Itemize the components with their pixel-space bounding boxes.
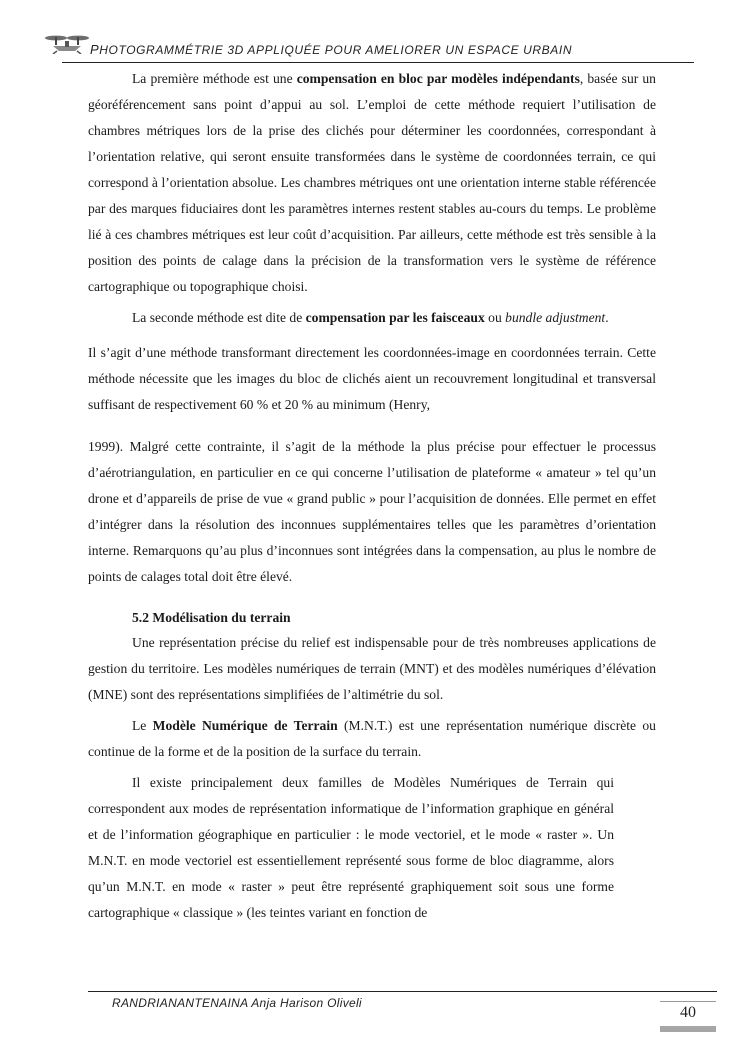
- term-mnt: Modèle Numérique de Terrain: [152, 718, 338, 733]
- header-title: [90, 42, 572, 57]
- footer-divider: [88, 991, 717, 992]
- header-title-initial: P: [90, 42, 100, 57]
- paragraph-bundle-precision: 1999). Malgré cette contrainte, il s’agit de la méthode la plus précise pour effectuer le processus d’aérotriangulation, en particulier en ce qui concerne l’utilisation de plateforme « amateur » tel qu’un drone et d’appareils de prise de vue « grand public » pour l’acquisition de données. Elle permet en effet d’intégrer dans la résolution des inconnues supplémentaires telles que les paramètres d’orientation interne. Remarquons qu’au plus d’inconnues sont intégrées dans la compensation, au plus le nombre de points de calages total doit être élevé.: [88, 439, 656, 584]
- paragraph-bundle-method: La seconde méthode est dite de compensation par les faisceaux ou bundle adjustment.: [132, 310, 609, 325]
- term-bundle-adjustment: bundle adjustment: [505, 310, 606, 325]
- header-divider: [62, 62, 694, 63]
- paragraph-relief: Une représentation précise du relief est indispensable pour de très nombreuses applications de gestion du territoire. Les modèles numériques de terrain (MNT) et des modèles numériques d’élévation (MNE) sont des représentations simplifiées de l’altimétrie du sol.: [88, 635, 656, 702]
- paragraph-mnt-definition: Le Modèle Numérique de Terrain (M.N.T.) est une représentation numérique discrète ou continue de la forme et de la position de la surface du terrain.: [88, 718, 656, 759]
- term-bloc-compensation: compensation en bloc par modèles indépendants: [296, 71, 580, 86]
- paragraph-bundle-definition: Il s’agit d’une méthode transformant directement les coordonnées-image en coordonnées terrain. Cette méthode nécessite que les images du bloc de clichés aient un recouvrement longitudinal et transversal suffisant de respectivement 60 % et 20 % au minimum (Henry,: [88, 345, 656, 412]
- page-number-line: [660, 1001, 716, 1002]
- paragraph-bloc-method: La première méthode est une compensation en bloc par modèles indépendants, basée sur un géoréférencement sans point d’appui au sol. L’emploi de cette méthode requiert l’utilisation de chambres métriques lors de la prise des clichés pour déterminer les coordonnées, correspondant à l’orientation relative, qui seront ensuite transformées dans le système de coordonnées terrain, ce qui correspond à l’orientation absolue. Les chambres métriques ont une orientation interne stable référencée par des marques fiduciaires dont les paramètres internes restent stables au-cours du temps. Le problème lié à ces chambres métriques est leur coût d’acquisition. Par ailleurs, cette méthode est très sensible à la position des points de calage dans la précision de la transformation vers le système de référence cartographique ou topographique choisi.: [88, 71, 656, 294]
- section-heading: 5.2 Modélisation du terrain: [132, 610, 291, 625]
- drone-logo-icon: [44, 32, 90, 54]
- header-title-rest: HOTOGRAMMÉTRIE 3D APPLIQUÉE POUR AMELIORER UN ESPACE URBAIN: [99, 43, 573, 57]
- page-header: [44, 28, 694, 68]
- page-number-bar: [660, 1026, 716, 1032]
- page-number: 40: [680, 1004, 696, 1021]
- footer-author: RANDRIANANTENAINA Anja Harison Oliveli: [112, 996, 362, 1010]
- paragraph-mnt-families: Il existe principalement deux familles de Modèles Numériques de Terrain qui correspondent aux modes de représentation informatique de l’information graphique en général et de l’information géographique en particulier : le mode vectoriel, et le mode « raster ». Un M.N.T. en mode vectoriel est essentiellement représenté sous forme de bloc diagramme, alors qu’un M.N.T. en mode « raster » peut être représenté graphiquement soit sous une forme cartographique « classique » (les teintes variant en fonction de: [88, 775, 614, 920]
- page-number-box: [660, 1001, 716, 1033]
- term-bundle-compensation: compensation par les faisceaux: [305, 310, 485, 325]
- page-body: [88, 66, 656, 926]
